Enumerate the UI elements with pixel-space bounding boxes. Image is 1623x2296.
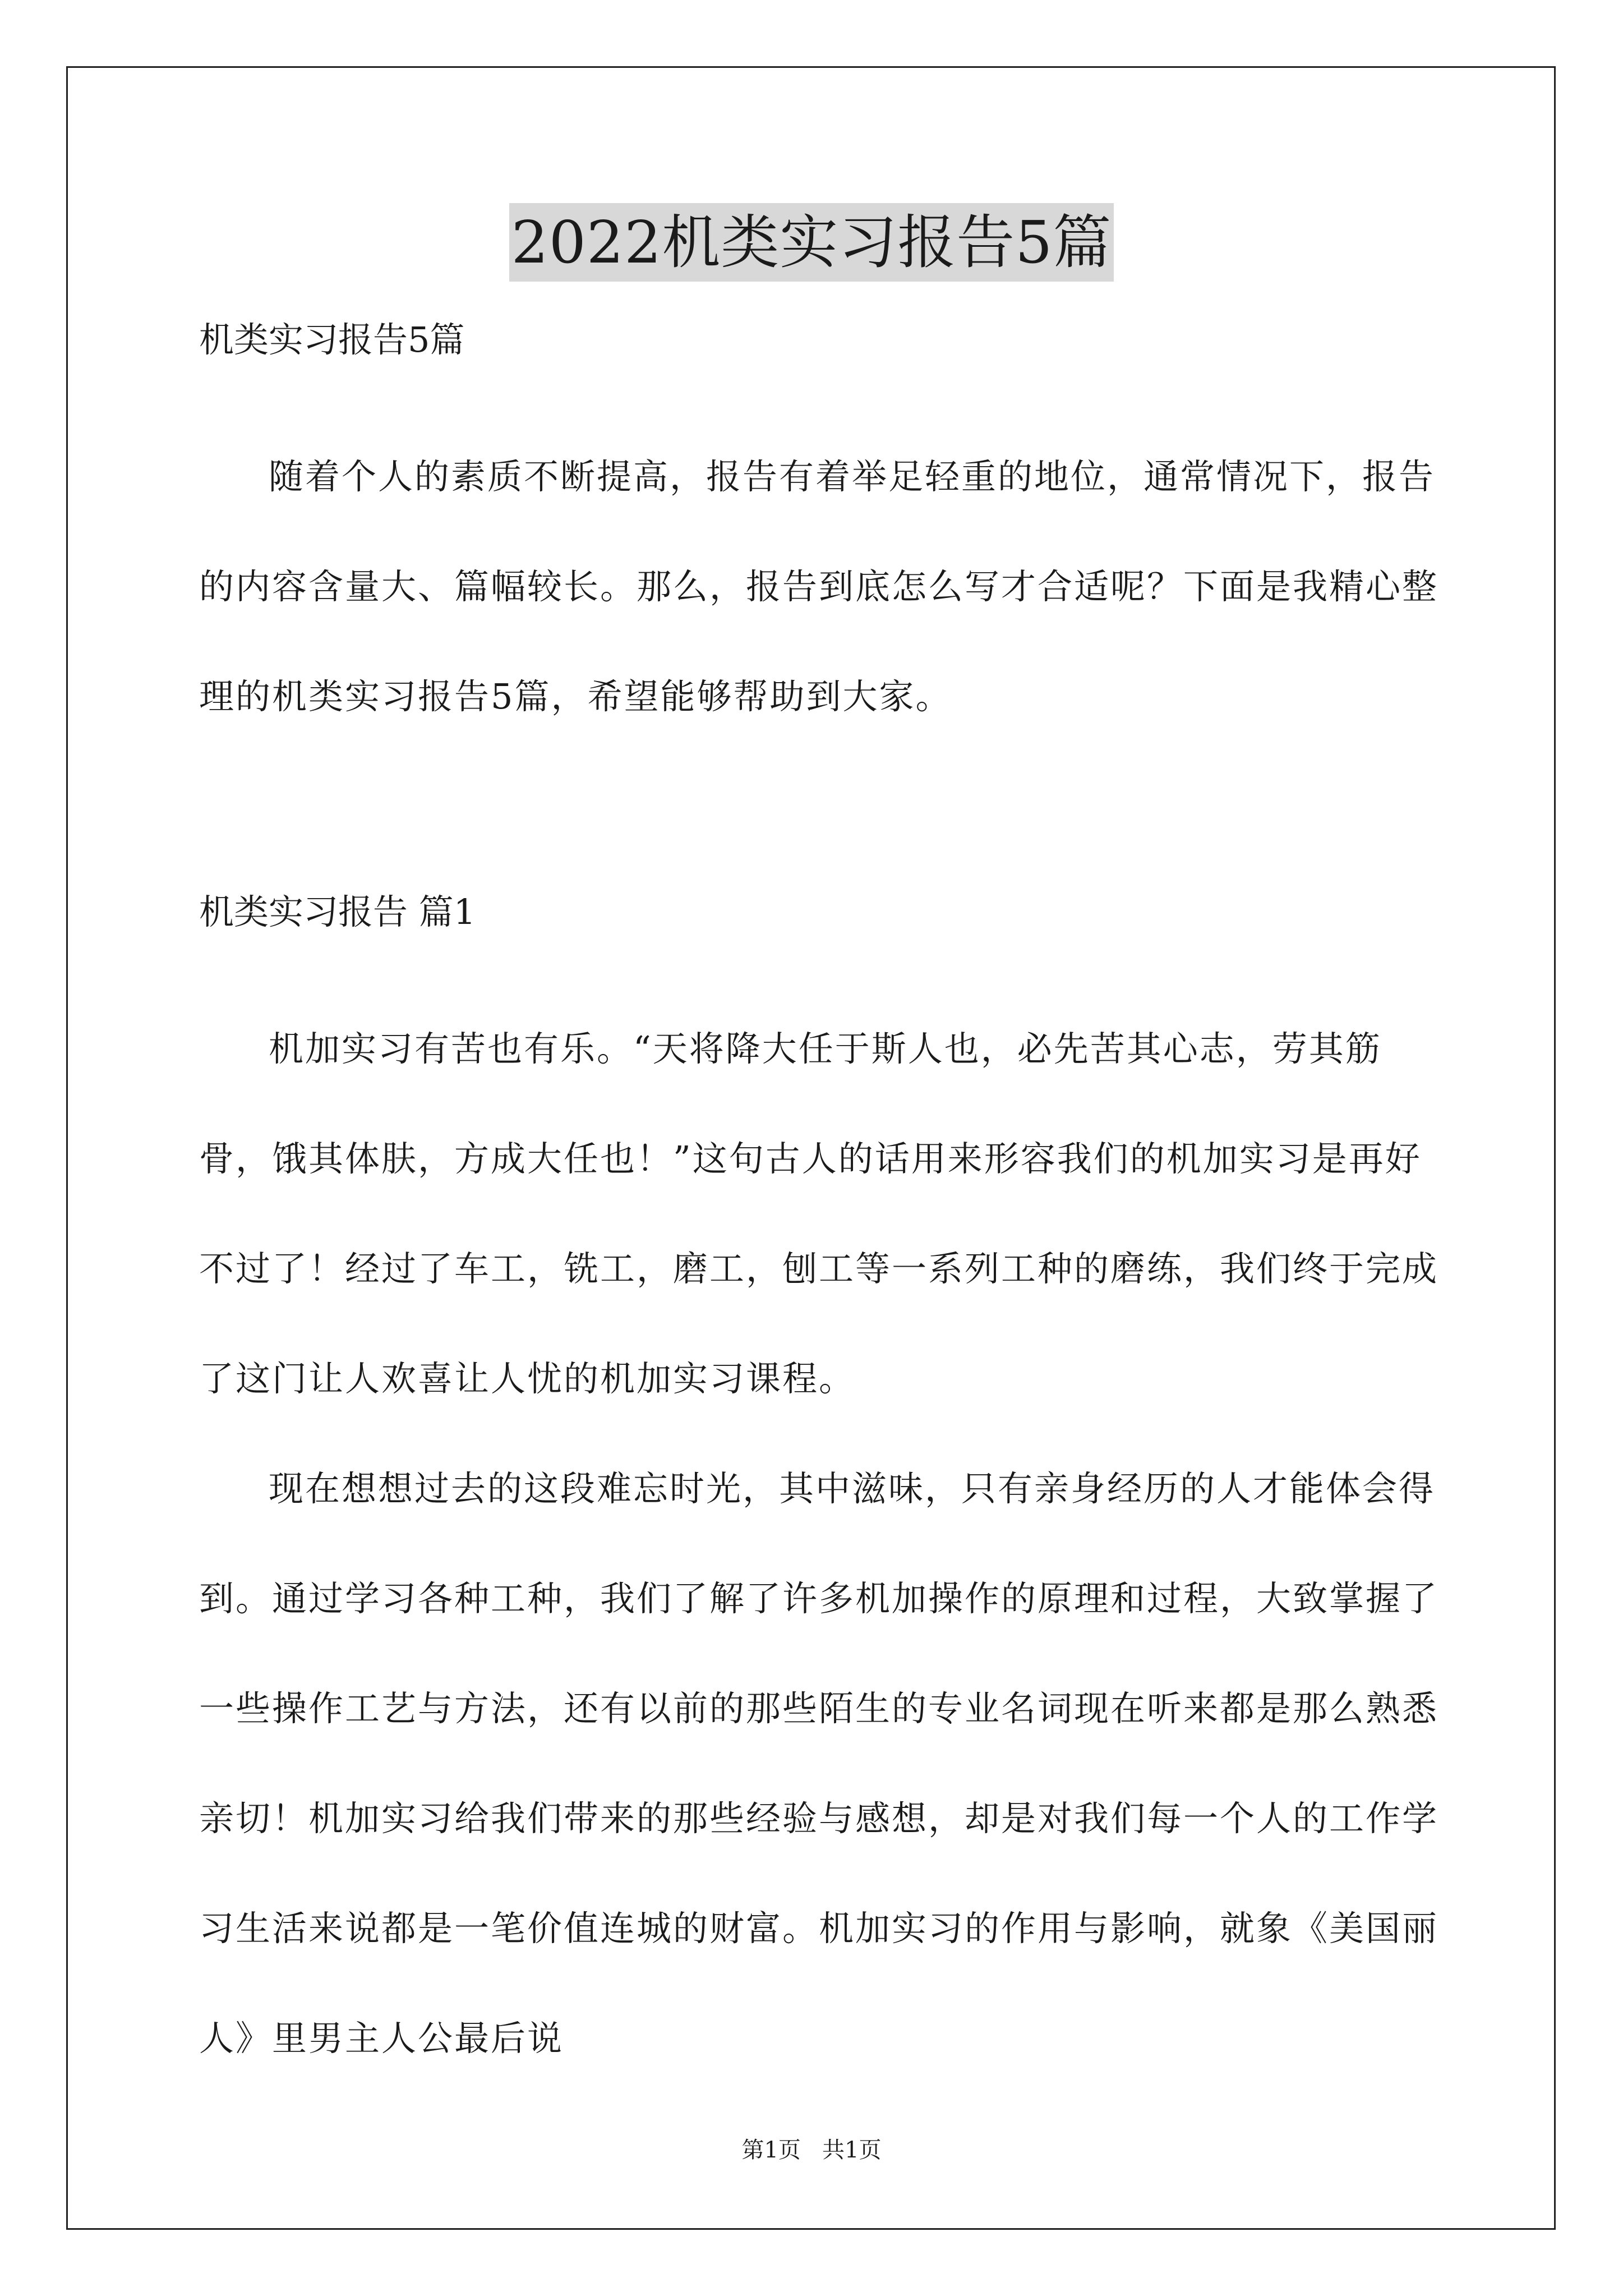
title-container	[0, 203, 1623, 282]
intro-paragraph: 随着个人的素质不断提高，报告有着举足轻重的地位，通常情况下，报告的内容含量大、篇幅较长。那么，报告到底怎么写才合适呢？下面是我精心整理的机类实习报告5篇，希望能够帮助到大家。	[199, 456, 1439, 717]
spacer	[199, 752, 1444, 886]
spacer	[199, 938, 1444, 994]
section1-paragraph-1: 机加实习有苦也有乐。“天将降大任于斯人也，必先苦其心志，劳其筋骨，饿其体肤，方成大任也！”这句古人的话用来形容我们的机加实习是再好不过了！经过了车工，铣工，磨工，刨工等一系列工种的磨练，我们终于完成了这门让人欢喜让人忧的机加实习课程。	[199, 1028, 1439, 1399]
section1-paragraph-2: 现在想想过去的这段难忘时光，其中滋味，只有亲身经历的人才能体会得到。通过学习各种工种，我们了解了许多机加操作的原理和过程，大致掌握了一些操作工艺与方法，还有以前的那些陌生的专业名词现在听来都是那么熟悉亲切！机加实习给我们带来的那些经验与感想，却是对我们每一个人的工作学习生活来说都是一笔价值连城的财富。机加实习的作用与影响，就象《美国丽人》里男主人公最后说	[199, 1468, 1439, 2059]
spacer	[199, 366, 1444, 422]
page-footer: 第1页 共1页	[741, 2137, 882, 2163]
document-title: 2022机类实习报告5篇	[509, 203, 1114, 282]
section1-heading: 机类实习报告 篇1	[199, 891, 476, 932]
document-body	[199, 314, 1444, 2093]
intro-heading: 机类实习报告5篇	[199, 319, 465, 360]
